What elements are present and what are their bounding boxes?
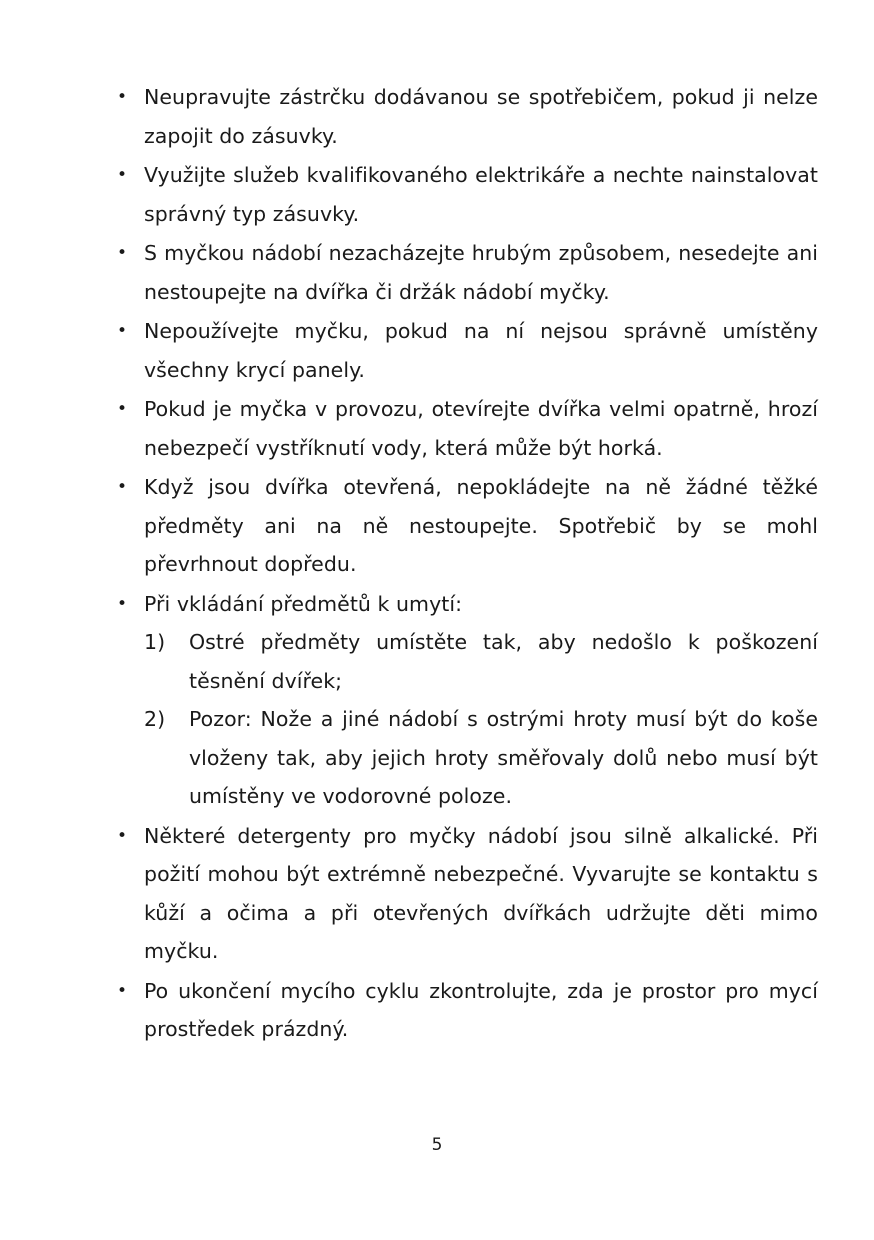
- page-content: [108, 78, 818, 1050]
- bullet-icon: •: [117, 87, 128, 107]
- list-item: [108, 585, 818, 816]
- list-item: [108, 78, 818, 155]
- bullet-icon: •: [117, 243, 128, 263]
- page-number: 5: [431, 1135, 443, 1155]
- loading-items-sublist: [144, 623, 818, 816]
- list-item-text: Při vkládání předmětů k umytí:: [144, 591, 463, 616]
- bullet-icon: •: [117, 165, 128, 185]
- sublist-item-text: Pozor: Nože a jiné nádobí s ostrými hroty musí být do koše vloženy tak, aby jejich hroty směřovaly dolů nebo musí být umístěny ve vodorovné poloze.: [189, 707, 818, 808]
- bullet-icon: •: [117, 825, 128, 846]
- bullet-icon: •: [117, 477, 128, 497]
- sublist-item: [144, 700, 818, 816]
- bullet-icon: •: [117, 321, 128, 341]
- list-item-text: S myčkou nádobí nezacházejte hrubým způsobem, nesedejte ani nestoupejte na dvířka či držák nádobí myčky.: [144, 241, 818, 304]
- bullet-icon: •: [117, 593, 128, 614]
- safety-instructions-list: [108, 78, 818, 1049]
- bullet-icon: •: [117, 399, 128, 419]
- list-item-text: Když jsou dvířka otevřená, nepokládejte na ně žádné těžké předměty ani na ně nestoupejte. Spotřebič by se mohl převrhnout dopředu.: [144, 475, 818, 576]
- sublist-item-marker: 1): [144, 630, 166, 654]
- list-item: [108, 817, 818, 971]
- sublist-item: [144, 623, 818, 700]
- bullet-icon: •: [117, 980, 128, 1001]
- list-item-text: Pokud je myčka v provozu, otevírejte dvířka velmi opatrně, hrozí nebezpečí vystříknutí vody, která může být horká.: [144, 397, 818, 460]
- list-item: [108, 468, 818, 584]
- list-item: [108, 390, 818, 467]
- list-item-text: Nepoužívejte myčku, pokud na ní nejsou správně umístěny všechny krycí panely.: [144, 319, 818, 382]
- list-item-text: Neupravujte zástrčku dodávanou se spotřebičem, pokud ji nelze zapojit do zásuvky.: [144, 85, 818, 148]
- list-item: [108, 312, 818, 389]
- list-item: [108, 156, 818, 233]
- list-item: [108, 234, 818, 311]
- sublist-item-text: Ostré předměty umístěte tak, aby nedošlo k poškození těsnění dvířek;: [189, 630, 818, 693]
- list-item-text: Po ukončení mycího cyklu zkontrolujte, zda je prostor pro mycí prostředek prázdný.: [144, 978, 818, 1041]
- sublist-item-marker: 2): [144, 707, 166, 731]
- list-item-text: Využijte služeb kvalifikovaného elektrikáře a nechte nainstalovat správný typ zásuvky.: [144, 163, 818, 226]
- list-item: [108, 972, 818, 1049]
- list-item-text: Některé detergenty pro myčky nádobí jsou silně alkalické. Při požití mohou být extrémně nebezpečné. Vyvarujte se kontaktu s kůží a očima a při otevřených dvířkách udržujte děti mimo myčku.: [144, 823, 818, 963]
